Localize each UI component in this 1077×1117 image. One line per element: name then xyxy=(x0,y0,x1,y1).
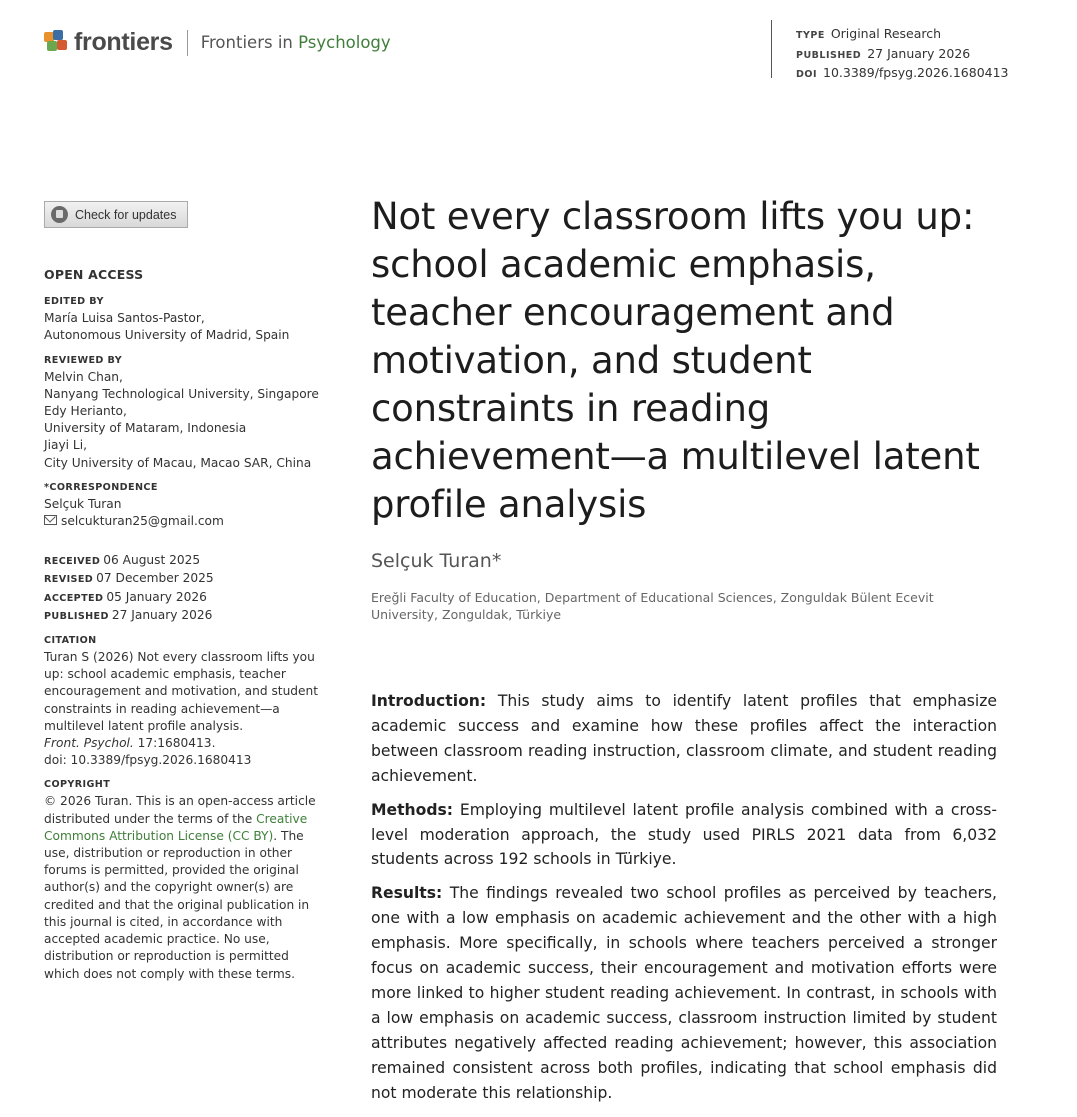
abstract-results xyxy=(371,881,997,1105)
frontiers-logo-icon xyxy=(44,30,68,56)
editor-name: María Luisa Santos-Pastor, xyxy=(44,311,205,326)
title-line: Not every classroom lifts you up: xyxy=(371,195,975,238)
citation-line: Turan S (2026) Not every classroom lifts you xyxy=(44,650,315,665)
brand-name: frontiers xyxy=(74,28,173,56)
date-value: 06 August 2025 xyxy=(103,553,201,568)
citation-line: multilevel latent profile analysis. xyxy=(44,718,244,733)
reviewer-affiliation: Nanyang Technological University, Singapore xyxy=(44,386,319,401)
editor-affiliation: Autonomous University of Madrid, Spain xyxy=(44,328,290,343)
license-link[interactable]: Commons Attribution License (CC BY) xyxy=(44,828,274,843)
copyright-line: distribution or reproduction is permitted xyxy=(44,949,289,964)
logo-divider xyxy=(187,30,188,56)
citation-block xyxy=(44,633,329,769)
open-access-label: OPEN ACCESS xyxy=(44,267,144,282)
sidebar xyxy=(44,266,329,991)
title-line: achievement—a multilevel latent xyxy=(371,435,980,478)
meta-divider xyxy=(771,20,772,78)
abstract xyxy=(371,689,997,1115)
copyright-line: forums is permitted, provided the original xyxy=(44,863,299,878)
abstract-section-text: Employing multilevel latent profile analysis combined with a cross-level moderation approach, the study used PIRLS 2021 data from 6,032 students across 192 schools in Türkiye. xyxy=(371,800,997,869)
title-line: school academic emphasis, xyxy=(371,243,876,286)
date-value: 27 January 2026 xyxy=(111,607,213,622)
correspondence-name: Selçuk Turan xyxy=(44,496,122,511)
copyright-line: credited and that the original publication in xyxy=(44,897,310,912)
envelope-icon xyxy=(44,515,57,525)
citation-volume: 17:1680413. xyxy=(133,736,216,751)
journal-field: Psychology xyxy=(298,33,391,52)
citation-journal-row xyxy=(44,735,329,752)
date-label: REVISED xyxy=(44,574,94,586)
article-meta xyxy=(796,25,1009,84)
abstract-section-label: Results: xyxy=(371,884,443,903)
date-received xyxy=(44,552,329,570)
copyright-label: COPYRIGHT xyxy=(44,779,111,791)
bookmark-icon xyxy=(51,206,68,223)
reviewed-by-block xyxy=(44,353,329,472)
reviewed-by-label: REVIEWED BY xyxy=(44,354,123,366)
correspondence-email[interactable]: selcukturan25@gmail.com xyxy=(61,514,224,529)
title-line: constraints in reading xyxy=(371,387,771,430)
journal-logo[interactable] xyxy=(44,28,391,57)
abstract-section-label: Methods: xyxy=(371,800,454,819)
date-value: 05 January 2026 xyxy=(106,589,207,604)
abstract-section-text: This study aims to identify latent profiles that emphasize academic success and examine how these profiles affect the interaction between classroom reading instruction, classroom climate, and student reading achievement. xyxy=(371,692,997,785)
copyright-line: © 2026 Turan. This is an open-access article xyxy=(44,794,316,809)
edited-by-block xyxy=(44,294,329,344)
published-value: 27 January 2026 xyxy=(867,45,971,61)
date-published xyxy=(44,607,329,625)
title-line: profile analysis xyxy=(371,483,647,526)
citation-line: constraints in reading achievement—a xyxy=(44,701,280,716)
reviewer-affiliation: City University of Macau, Macao SAR, China xyxy=(44,455,312,470)
copyright-text: distributed under the terms of the xyxy=(44,811,257,826)
edited-by-label: EDITED BY xyxy=(44,296,104,308)
citation-line: encouragement and motivation, and student xyxy=(44,684,319,699)
license-link[interactable]: Creative xyxy=(256,811,308,826)
title-line: teacher encouragement and xyxy=(371,291,895,334)
journal-prefix: Frontiers in xyxy=(200,33,293,52)
title-line: motivation, and student xyxy=(371,339,812,382)
copyright-line xyxy=(44,811,329,828)
doi-label: DOI xyxy=(796,69,817,80)
citation-doi[interactable]: doi: 10.3389/fpsyg.2026.1680413 xyxy=(44,753,252,768)
abstract-section-label: Introduction: xyxy=(371,692,487,710)
date-value: 07 December 2025 xyxy=(96,571,214,586)
citation-label: CITATION xyxy=(44,635,97,647)
copyright-line: author(s) and the copyright owner(s) are xyxy=(44,880,294,895)
reviewer-name: Edy Herianto, xyxy=(44,404,127,419)
check-updates-label: Check for updates xyxy=(75,207,177,222)
copyright-line: accepted academic practice. No use, xyxy=(44,932,270,947)
author-name[interactable]: Selçuk Turan* xyxy=(371,550,502,572)
copyright-line: this journal is cited, in accordance with xyxy=(44,914,283,929)
correspondence-block xyxy=(44,480,329,530)
article-title xyxy=(371,193,1011,529)
copyright-line: use, distribution or reproduction in other xyxy=(44,846,292,861)
date-revised xyxy=(44,570,329,588)
copyright-block xyxy=(44,777,329,982)
date-accepted xyxy=(44,589,329,607)
correspondence-email-row xyxy=(44,513,329,530)
doi-value[interactable]: 10.3389/fpsyg.2026.1680413 xyxy=(823,65,1009,80)
type-label: TYPE xyxy=(796,30,825,41)
date-label: PUBLISHED xyxy=(44,610,109,622)
abstract-section-text: The findings revealed two school profiles as perceived by teachers, one with a low emphasis on academic achievement and the other with a high emphasis. More specifically, in schools where teachers perceived a stronger focus on academic success, their encouragement and motivation efforts were more linked to higher student reading achievement. In contrast, in schools with a low emphasis on academic success, classroom instruction limited by student attributes negatively affected reading achievement; however, this association remained consistent across both profiles, indicating that school emphasis did not moderate this relationship. xyxy=(371,884,997,1102)
abstract-methods xyxy=(371,798,997,873)
correspondence-label: *CORRESPONDENCE xyxy=(44,481,158,493)
author-affiliation: Ereğli Faculty of Education, Department of Educational Sciences, Zonguldak Bülent Ecevit University, Zonguldak, Türkiye xyxy=(371,590,934,623)
copyright-line: which does not comply with these terms. xyxy=(44,966,295,981)
citation-journal: Front. Psychol. xyxy=(44,736,134,751)
journal-name xyxy=(201,33,391,52)
date-label: ACCEPTED xyxy=(44,592,104,604)
citation-line: up: school academic emphasis, teacher xyxy=(44,667,286,682)
check-for-updates-button[interactable] xyxy=(44,201,188,228)
date-label: RECEIVED xyxy=(44,556,101,568)
copyright-text: . The xyxy=(273,828,304,843)
copyright-line xyxy=(44,828,329,845)
abstract-introduction xyxy=(371,689,997,789)
type-value: Original Research xyxy=(830,26,942,41)
dates-block xyxy=(44,552,329,625)
reviewer-name: Jiayi Li, xyxy=(44,438,87,453)
reviewer-affiliation: University of Mataram, Indonesia xyxy=(44,421,247,436)
reviewer-name: Melvin Chan, xyxy=(44,369,123,384)
published-label: PUBLISHED xyxy=(796,49,862,61)
